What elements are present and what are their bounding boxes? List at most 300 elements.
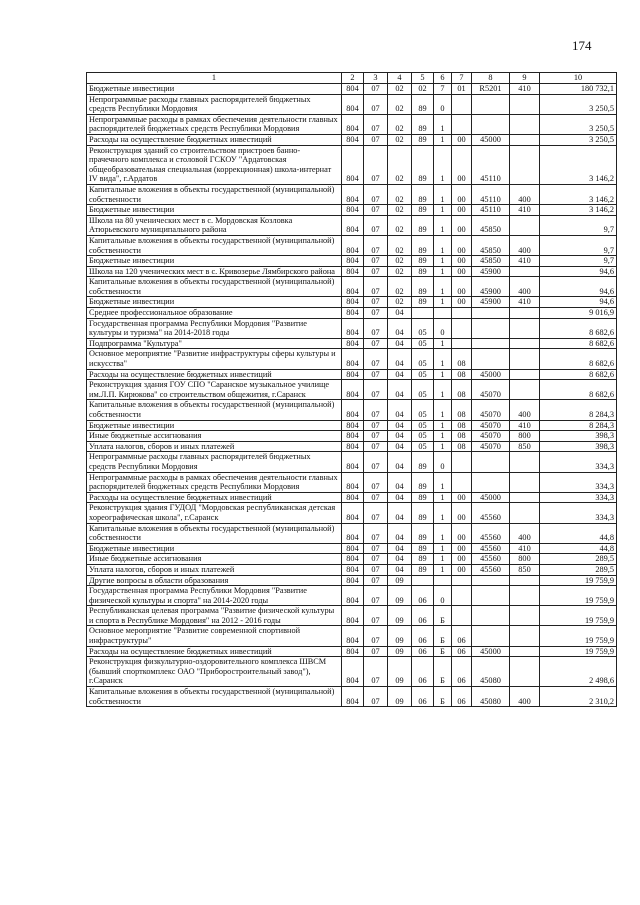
code-subsection: 04 bbox=[388, 564, 412, 575]
code-section: 07 bbox=[364, 277, 388, 297]
code-direction: 45560 bbox=[472, 564, 510, 575]
code-direction bbox=[472, 94, 510, 114]
code-event: 00 bbox=[452, 215, 472, 235]
code-admin: 804 bbox=[342, 318, 364, 338]
row-sum: 8 682,6 bbox=[540, 380, 617, 400]
row-sum: 9,7 bbox=[540, 235, 617, 255]
code-section: 07 bbox=[364, 503, 388, 523]
code-subprogram: 1 bbox=[434, 441, 452, 452]
code-admin: 804 bbox=[342, 472, 364, 492]
code-direction: 45900 bbox=[472, 266, 510, 277]
code-direction bbox=[472, 114, 510, 134]
code-direction: 45070 bbox=[472, 431, 510, 442]
table-row bbox=[87, 452, 617, 472]
code-direction bbox=[472, 318, 510, 338]
code-expense-type bbox=[510, 369, 540, 380]
code-subsection: 04 bbox=[388, 441, 412, 452]
code-program: 89 bbox=[412, 205, 434, 216]
code-subprogram: 1 bbox=[434, 134, 452, 145]
code-subsection: 02 bbox=[388, 94, 412, 114]
code-program: 05 bbox=[412, 441, 434, 452]
code-program: 89 bbox=[412, 543, 434, 554]
code-expense-type: 410 bbox=[510, 543, 540, 554]
code-direction: 45000 bbox=[472, 492, 510, 503]
code-subsection: 02 bbox=[388, 114, 412, 134]
row-sum: 398,3 bbox=[540, 441, 617, 452]
code-direction bbox=[472, 575, 510, 586]
row-name: Бюджетные инвестиции bbox=[87, 543, 342, 554]
row-sum: 8 284,3 bbox=[540, 400, 617, 420]
code-section: 07 bbox=[364, 84, 388, 95]
code-event: 08 bbox=[452, 369, 472, 380]
row-name: Государственная программа Республики Мордовия "Развитие физической культуры и спорта" на 2014-2020 годы bbox=[87, 586, 342, 606]
code-direction: 45070 bbox=[472, 420, 510, 431]
row-sum: 8 284,3 bbox=[540, 420, 617, 431]
code-expense-type bbox=[510, 94, 540, 114]
code-section: 07 bbox=[364, 523, 388, 543]
code-direction: 45110 bbox=[472, 145, 510, 184]
code-direction: 45070 bbox=[472, 441, 510, 452]
code-direction bbox=[472, 586, 510, 606]
code-direction: 45070 bbox=[472, 380, 510, 400]
code-admin: 804 bbox=[342, 277, 364, 297]
code-program: 89 bbox=[412, 235, 434, 255]
code-admin: 804 bbox=[342, 420, 364, 431]
code-subprogram: 1 bbox=[434, 503, 452, 523]
code-program: 89 bbox=[412, 134, 434, 145]
code-admin: 804 bbox=[342, 235, 364, 255]
code-event bbox=[452, 94, 472, 114]
row-name: Школа на 120 ученических мест в с. Кривозерье Лямбирского района bbox=[87, 266, 342, 277]
code-expense-type bbox=[510, 308, 540, 319]
table-row bbox=[87, 84, 617, 95]
code-event: 00 bbox=[452, 134, 472, 145]
code-admin: 804 bbox=[342, 308, 364, 319]
code-event: 06 bbox=[452, 626, 472, 646]
code-expense-type bbox=[510, 606, 540, 626]
code-subprogram: 1 bbox=[434, 554, 452, 565]
row-sum: 3 250,5 bbox=[540, 114, 617, 134]
code-subsection: 02 bbox=[388, 184, 412, 204]
table-row bbox=[87, 420, 617, 431]
code-subprogram: 1 bbox=[434, 215, 452, 235]
code-section: 07 bbox=[364, 564, 388, 575]
row-sum: 8 682,6 bbox=[540, 338, 617, 349]
code-subprogram: 0 bbox=[434, 94, 452, 114]
code-subsection: 04 bbox=[388, 503, 412, 523]
code-program: 89 bbox=[412, 503, 434, 523]
code-program: 89 bbox=[412, 256, 434, 267]
code-program: 05 bbox=[412, 400, 434, 420]
row-name: Реконструкция здания ГУДОД "Мордовская республиканская детская хореографическая школа", г.Саранск bbox=[87, 503, 342, 523]
code-subsection: 02 bbox=[388, 256, 412, 267]
row-name: Реконструкция физкультурно-оздоровительного комплекса ШВСМ (бывший спорткомплекс ОАО "Приборостроительный завод"), г.Саранск bbox=[87, 657, 342, 687]
code-section: 07 bbox=[364, 441, 388, 452]
code-direction: 45560 bbox=[472, 554, 510, 565]
code-event: 00 bbox=[452, 205, 472, 216]
code-subprogram: 1 bbox=[434, 380, 452, 400]
code-program: 05 bbox=[412, 380, 434, 400]
code-expense-type bbox=[510, 338, 540, 349]
column-header: 4 bbox=[388, 73, 412, 84]
code-direction: 45900 bbox=[472, 297, 510, 308]
budget-table bbox=[86, 72, 617, 707]
code-subprogram: Б bbox=[434, 657, 452, 687]
row-name: Уплата налогов, сборов и иных платежей bbox=[87, 564, 342, 575]
code-subsection: 04 bbox=[388, 349, 412, 369]
code-subsection: 04 bbox=[388, 554, 412, 565]
code-subsection: 04 bbox=[388, 420, 412, 431]
table-row bbox=[87, 657, 617, 687]
code-subprogram: 1 bbox=[434, 369, 452, 380]
code-section: 07 bbox=[364, 626, 388, 646]
table-row bbox=[87, 543, 617, 554]
code-expense-type bbox=[510, 349, 540, 369]
code-admin: 804 bbox=[342, 431, 364, 442]
code-program: 89 bbox=[412, 184, 434, 204]
row-sum: 9 016,9 bbox=[540, 308, 617, 319]
row-sum: 3 146,2 bbox=[540, 205, 617, 216]
code-subprogram: Б bbox=[434, 626, 452, 646]
code-subprogram: 1 bbox=[434, 431, 452, 442]
code-program: 06 bbox=[412, 586, 434, 606]
code-program: 06 bbox=[412, 606, 434, 626]
column-header: 9 bbox=[510, 73, 540, 84]
code-expense-type: 410 bbox=[510, 205, 540, 216]
code-subsection: 04 bbox=[388, 380, 412, 400]
code-expense-type bbox=[510, 586, 540, 606]
row-name: Бюджетные инвестиции bbox=[87, 256, 342, 267]
table-row bbox=[87, 114, 617, 134]
row-name: Реконструкция здания ГОУ СПО "Саранское музыкальное училище им.Л.П. Кирюкова" со строительством общежития, г.Саранск bbox=[87, 380, 342, 400]
code-event bbox=[452, 452, 472, 472]
code-expense-type bbox=[510, 626, 540, 646]
code-direction: 45560 bbox=[472, 523, 510, 543]
code-section: 07 bbox=[364, 318, 388, 338]
row-sum: 3 146,2 bbox=[540, 145, 617, 184]
code-section: 07 bbox=[364, 114, 388, 134]
code-subsection: 04 bbox=[388, 318, 412, 338]
code-admin: 804 bbox=[342, 503, 364, 523]
row-sum: 8 682,6 bbox=[540, 349, 617, 369]
row-sum: 334,3 bbox=[540, 452, 617, 472]
code-direction: 45000 bbox=[472, 134, 510, 145]
code-direction: R5201 bbox=[472, 84, 510, 95]
row-sum: 19 759,9 bbox=[540, 646, 617, 657]
table-row bbox=[87, 586, 617, 606]
code-event: 00 bbox=[452, 277, 472, 297]
table-row bbox=[87, 134, 617, 145]
row-name: Государственная программа Республики Мордовия "Развитие культуры и туризма" на 2014-2018 годы bbox=[87, 318, 342, 338]
code-subsection: 09 bbox=[388, 657, 412, 687]
code-subprogram: 1 bbox=[434, 205, 452, 216]
code-program bbox=[412, 575, 434, 586]
row-sum: 334,3 bbox=[540, 492, 617, 503]
column-header: 2 bbox=[342, 73, 364, 84]
table-row bbox=[87, 472, 617, 492]
row-sum: 289,5 bbox=[540, 564, 617, 575]
table-row bbox=[87, 308, 617, 319]
code-event: 08 bbox=[452, 431, 472, 442]
code-event: 08 bbox=[452, 420, 472, 431]
code-program: 89 bbox=[412, 452, 434, 472]
code-section: 07 bbox=[364, 452, 388, 472]
code-admin: 804 bbox=[342, 369, 364, 380]
code-expense-type bbox=[510, 472, 540, 492]
code-admin: 804 bbox=[342, 646, 364, 657]
code-direction: 45110 bbox=[472, 205, 510, 216]
code-subprogram: Б bbox=[434, 687, 452, 707]
code-event bbox=[452, 338, 472, 349]
row-sum: 19 759,9 bbox=[540, 575, 617, 586]
code-direction bbox=[472, 606, 510, 626]
code-subsection: 04 bbox=[388, 492, 412, 503]
row-name: Непрограммные расходы главных распорядителей бюджетных средств Республики Мордовия bbox=[87, 94, 342, 114]
code-subprogram: 1 bbox=[434, 184, 452, 204]
row-name: Капитальные вложения в объекты государственной (муниципальной) собственности bbox=[87, 523, 342, 543]
code-section: 07 bbox=[364, 235, 388, 255]
code-subprogram: 1 bbox=[434, 256, 452, 267]
code-admin: 804 bbox=[342, 452, 364, 472]
table-row bbox=[87, 369, 617, 380]
code-expense-type: 800 bbox=[510, 554, 540, 565]
code-subsection: 04 bbox=[388, 523, 412, 543]
code-subprogram: 0 bbox=[434, 586, 452, 606]
column-header: 5 bbox=[412, 73, 434, 84]
row-name: Школа на 80 ученических мест в с. Мордовская Козловка Атюрьевского муниципального района bbox=[87, 215, 342, 235]
row-name: Основное мероприятие "Развитие инфраструктуры сферы культуры и искусства" bbox=[87, 349, 342, 369]
code-direction bbox=[472, 308, 510, 319]
code-admin: 804 bbox=[342, 338, 364, 349]
table-row bbox=[87, 297, 617, 308]
code-section: 07 bbox=[364, 338, 388, 349]
row-name: Непрограммные расходы в рамках обеспечения деятельности главных распорядителей бюджетных средств Республики Мордовия bbox=[87, 472, 342, 492]
table-row bbox=[87, 606, 617, 626]
code-subprogram: 1 bbox=[434, 400, 452, 420]
code-program: 89 bbox=[412, 114, 434, 134]
code-admin: 804 bbox=[342, 145, 364, 184]
table-row bbox=[87, 431, 617, 442]
row-name: Другие вопросы в области образования bbox=[87, 575, 342, 586]
row-sum: 9,7 bbox=[540, 215, 617, 235]
code-event: 06 bbox=[452, 646, 472, 657]
code-admin: 804 bbox=[342, 543, 364, 554]
code-event bbox=[452, 318, 472, 338]
code-direction: 45110 bbox=[472, 184, 510, 204]
row-name: Капитальные вложения в объекты государственной (муниципальной) собственности bbox=[87, 400, 342, 420]
code-section: 07 bbox=[364, 420, 388, 431]
table-body bbox=[87, 84, 617, 707]
code-expense-type: 400 bbox=[510, 235, 540, 255]
table-row bbox=[87, 205, 617, 216]
code-program: 89 bbox=[412, 472, 434, 492]
code-admin: 804 bbox=[342, 400, 364, 420]
code-section: 07 bbox=[364, 256, 388, 267]
code-section: 07 bbox=[364, 145, 388, 184]
row-sum: 44,8 bbox=[540, 523, 617, 543]
code-section: 07 bbox=[364, 215, 388, 235]
code-subsection: 09 bbox=[388, 646, 412, 657]
row-sum: 94,6 bbox=[540, 266, 617, 277]
table-row bbox=[87, 687, 617, 707]
code-event: 00 bbox=[452, 564, 472, 575]
row-name: Основное мероприятие "Развитие современной спортивной инфраструктуры" bbox=[87, 626, 342, 646]
table-row bbox=[87, 184, 617, 204]
code-program: 06 bbox=[412, 657, 434, 687]
code-subsection: 02 bbox=[388, 277, 412, 297]
row-sum: 334,3 bbox=[540, 503, 617, 523]
code-section: 07 bbox=[364, 543, 388, 554]
row-sum: 44,8 bbox=[540, 543, 617, 554]
code-section: 07 bbox=[364, 646, 388, 657]
row-sum: 94,6 bbox=[540, 297, 617, 308]
code-admin: 804 bbox=[342, 184, 364, 204]
code-event: 08 bbox=[452, 441, 472, 452]
code-admin: 804 bbox=[342, 94, 364, 114]
code-program: 06 bbox=[412, 646, 434, 657]
code-subsection: 04 bbox=[388, 452, 412, 472]
code-direction: 45900 bbox=[472, 277, 510, 297]
code-event bbox=[452, 472, 472, 492]
table-row bbox=[87, 277, 617, 297]
code-subprogram: 1 bbox=[434, 472, 452, 492]
code-subsection: 09 bbox=[388, 606, 412, 626]
code-event: 00 bbox=[452, 184, 472, 204]
code-expense-type: 400 bbox=[510, 523, 540, 543]
code-subsection: 09 bbox=[388, 575, 412, 586]
row-name: Расходы на осуществление бюджетных инвестиций bbox=[87, 492, 342, 503]
table-row bbox=[87, 235, 617, 255]
code-event: 00 bbox=[452, 543, 472, 554]
code-section: 07 bbox=[364, 184, 388, 204]
code-expense-type bbox=[510, 503, 540, 523]
row-name: Республиканская целевая программа "Развитие физической культуры и спорта в Республике Мордовия" на 2012 - 2016 годы bbox=[87, 606, 342, 626]
table-row bbox=[87, 441, 617, 452]
row-name: Капитальные вложения в объекты государственной (муниципальной) собственности bbox=[87, 687, 342, 707]
code-subsection: 02 bbox=[388, 205, 412, 216]
code-admin: 804 bbox=[342, 441, 364, 452]
code-expense-type: 410 bbox=[510, 84, 540, 95]
code-subprogram: 1 bbox=[434, 420, 452, 431]
code-expense-type bbox=[510, 266, 540, 277]
code-admin: 804 bbox=[342, 687, 364, 707]
code-subsection: 02 bbox=[388, 235, 412, 255]
table-row bbox=[87, 575, 617, 586]
code-direction bbox=[472, 472, 510, 492]
code-section: 07 bbox=[364, 575, 388, 586]
table-row bbox=[87, 266, 617, 277]
table-row bbox=[87, 380, 617, 400]
code-subsection: 09 bbox=[388, 626, 412, 646]
code-admin: 804 bbox=[342, 523, 364, 543]
code-expense-type bbox=[510, 380, 540, 400]
code-event: 01 bbox=[452, 84, 472, 95]
code-expense-type bbox=[510, 114, 540, 134]
row-sum: 9,7 bbox=[540, 256, 617, 267]
code-admin: 804 bbox=[342, 380, 364, 400]
code-event: 08 bbox=[452, 400, 472, 420]
code-expense-type: 400 bbox=[510, 687, 540, 707]
row-sum: 334,3 bbox=[540, 472, 617, 492]
code-program: 89 bbox=[412, 554, 434, 565]
code-expense-type bbox=[510, 215, 540, 235]
row-name: Бюджетные инвестиции bbox=[87, 84, 342, 95]
code-event: 00 bbox=[452, 145, 472, 184]
code-subprogram: 1 bbox=[434, 523, 452, 543]
code-direction: 45850 bbox=[472, 256, 510, 267]
column-header: 10 bbox=[540, 73, 617, 84]
code-subprogram: 0 bbox=[434, 452, 452, 472]
code-expense-type: 400 bbox=[510, 184, 540, 204]
code-event: 00 bbox=[452, 503, 472, 523]
row-sum: 3 250,5 bbox=[540, 134, 617, 145]
code-expense-type bbox=[510, 318, 540, 338]
table-row bbox=[87, 318, 617, 338]
code-admin: 804 bbox=[342, 586, 364, 606]
code-section: 07 bbox=[364, 205, 388, 216]
code-section: 07 bbox=[364, 606, 388, 626]
table-row bbox=[87, 400, 617, 420]
code-direction bbox=[472, 452, 510, 472]
code-subprogram: 1 bbox=[434, 277, 452, 297]
code-section: 07 bbox=[364, 492, 388, 503]
table-row bbox=[87, 215, 617, 235]
code-expense-type bbox=[510, 134, 540, 145]
table-row bbox=[87, 338, 617, 349]
table-row bbox=[87, 646, 617, 657]
row-name: Иные бюджетные ассигнования bbox=[87, 431, 342, 442]
code-expense-type: 400 bbox=[510, 277, 540, 297]
code-program: 05 bbox=[412, 420, 434, 431]
code-subsection: 04 bbox=[388, 338, 412, 349]
code-section: 07 bbox=[364, 369, 388, 380]
code-program: 05 bbox=[412, 431, 434, 442]
code-program: 89 bbox=[412, 277, 434, 297]
code-program bbox=[412, 308, 434, 319]
code-admin: 804 bbox=[342, 606, 364, 626]
code-direction: 45080 bbox=[472, 687, 510, 707]
code-subprogram: 1 bbox=[434, 297, 452, 308]
code-direction: 45000 bbox=[472, 646, 510, 657]
code-event: 08 bbox=[452, 349, 472, 369]
table-row bbox=[87, 145, 617, 184]
code-admin: 804 bbox=[342, 657, 364, 687]
code-subprogram: 7 bbox=[434, 84, 452, 95]
row-name: Бюджетные инвестиции bbox=[87, 297, 342, 308]
table-row bbox=[87, 492, 617, 503]
code-section: 07 bbox=[364, 349, 388, 369]
code-subprogram: 1 bbox=[434, 145, 452, 184]
row-sum: 19 759,9 bbox=[540, 626, 617, 646]
code-program: 06 bbox=[412, 687, 434, 707]
code-direction: 45560 bbox=[472, 503, 510, 523]
code-admin: 804 bbox=[342, 575, 364, 586]
row-sum: 3 250,5 bbox=[540, 94, 617, 114]
code-subprogram: 1 bbox=[434, 543, 452, 554]
code-section: 07 bbox=[364, 400, 388, 420]
code-subsection: 04 bbox=[388, 308, 412, 319]
code-subprogram: 1 bbox=[434, 349, 452, 369]
code-program: 05 bbox=[412, 318, 434, 338]
row-sum: 3 146,2 bbox=[540, 184, 617, 204]
code-admin: 804 bbox=[342, 492, 364, 503]
column-header: 1 bbox=[87, 73, 342, 84]
code-section: 07 bbox=[364, 554, 388, 565]
code-direction: 45850 bbox=[472, 235, 510, 255]
row-sum: 289,5 bbox=[540, 554, 617, 565]
code-section: 07 bbox=[364, 380, 388, 400]
row-sum: 8 682,6 bbox=[540, 369, 617, 380]
